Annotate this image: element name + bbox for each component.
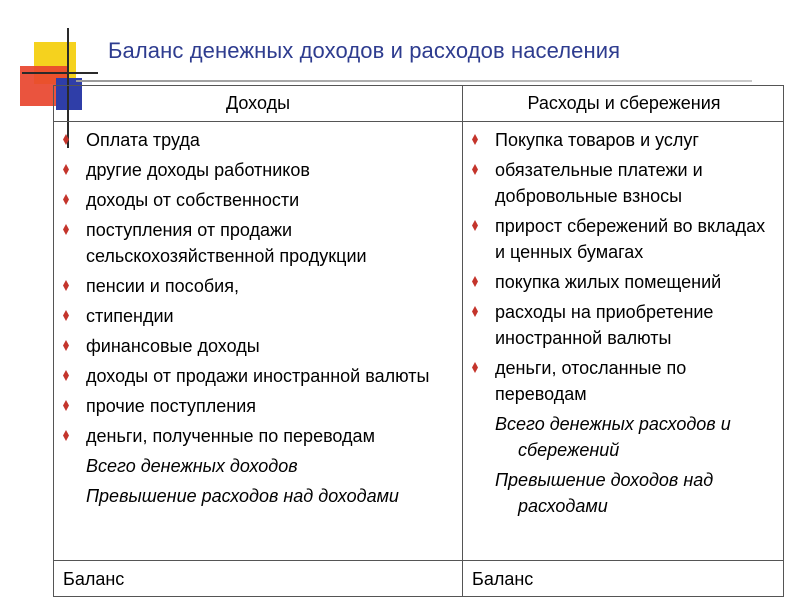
income-total: Всего денежных доходов (86, 456, 298, 476)
diamond-bullet-icon (472, 134, 478, 145)
footer-divider (54, 560, 783, 561)
diamond-bullet-icon (63, 310, 69, 321)
list-item: другие доходы работников (63, 157, 455, 183)
diamond-bullet-icon (63, 224, 69, 235)
page-title: Баланс денежных доходов и расходов населения (108, 38, 621, 63)
title-underline (76, 80, 752, 82)
diamond-bullet-icon (63, 400, 69, 411)
list-item: пенсии и пособия, (63, 273, 455, 299)
income-cell (63, 127, 455, 513)
diamond-bullet-icon (472, 220, 478, 231)
diamond-bullet-icon (63, 430, 69, 441)
footer-income-balance: Баланс (63, 569, 125, 589)
list-item: доходы от собственности (63, 187, 455, 213)
column-divider (462, 86, 463, 596)
list-item: Покупка товаров и услуг (472, 127, 778, 153)
list-item: прирост сбережений во вкладах и ценных бумагах (472, 213, 778, 265)
expenses-cell (472, 127, 778, 523)
list-item: расходы на приобретение иностранной валюты (472, 299, 778, 351)
list-item: доходы от продажи иностранной валюты (63, 363, 455, 389)
header-expenses: Расходы и сбережения (527, 93, 721, 113)
diamond-bullet-icon (472, 164, 478, 175)
footer-expenses-balance: Баланс (472, 569, 534, 589)
list-item: обязательные платежи и добровольные взносы (472, 157, 778, 209)
diamond-bullet-icon (472, 306, 478, 317)
income-list (63, 127, 455, 509)
diamond-bullet-icon (63, 194, 69, 205)
expenses-excess: Превышение доходов над расходами (495, 470, 714, 516)
list-item: деньги, отосланные по переводам (472, 355, 778, 407)
diamond-bullet-icon (472, 276, 478, 287)
income-excess: Превышение расходов над доходами (86, 486, 399, 506)
diamond-bullet-icon (63, 164, 69, 175)
diamond-bullet-icon (63, 280, 69, 291)
header-divider (54, 121, 783, 122)
list-item: Оплата труда (63, 127, 455, 153)
list-item: деньги, полученные по переводам (63, 423, 455, 449)
list-item: финансовые доходы (63, 333, 455, 359)
balance-table (53, 85, 784, 597)
decor-line-horizontal (22, 72, 98, 74)
list-item: стипендии (63, 303, 455, 329)
diamond-bullet-icon (63, 370, 69, 381)
header-income: Доходы (225, 93, 291, 113)
diamond-bullet-icon (472, 362, 478, 373)
list-item: прочие поступления (63, 393, 455, 419)
expenses-list (472, 127, 778, 519)
diamond-bullet-icon (63, 134, 69, 145)
list-item: покупка жилых помещений (472, 269, 778, 295)
list-item: поступления от продажи сельскохозяйственной продукции (63, 217, 455, 269)
diamond-bullet-icon (63, 340, 69, 351)
expenses-total: Всего денежных расходов и сбережений (495, 414, 731, 460)
